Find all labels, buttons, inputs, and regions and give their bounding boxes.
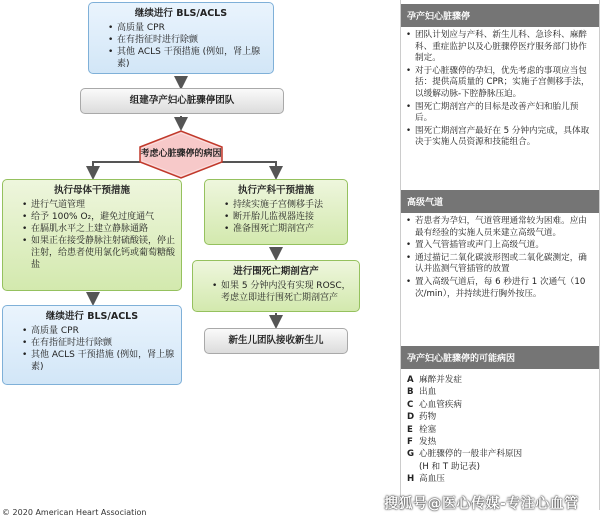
continue-bls-acls-title: 继续进行 BLS/ACLS [134,8,228,19]
cause-letter: C [407,399,414,410]
list-item: • 团队计划应与产科、新生儿科、急诊科、麻醉科、重症监护以及心脏骤停医疗服务部门协作制定。 [415,30,593,65]
panel-heading-maternal-arrest: 孕产妇心脏骤停 [401,4,599,27]
cause-row [407,386,593,398]
cesarean-box [192,260,360,312]
maternal-interventions-list [21,199,175,271]
list-item: • 高质量 CPR [31,325,175,337]
obstetric-interventions-list [223,199,341,235]
list-item: • 如果正在接受静脉注射硫酸镁，停止注射，给患者使用氯化钙或葡萄糖酸盐 [31,235,175,271]
panel-heading-advanced-airway: 高级气道 [401,190,599,213]
list-item: • 持续实施子宫侧移手法 [233,199,341,211]
cause-row [407,448,593,460]
arrow-decision-to-maternal [93,162,140,176]
cause-letter: F [407,437,413,448]
assemble-team-label: 组建孕产妇心脏骤停团队 [129,95,235,106]
continue-bls-acls-box [88,2,274,74]
assemble-team-box [80,88,284,114]
cause-text: 心血管疾病 [419,399,462,410]
list-item: • 断开胎儿监视器连接 [233,211,341,223]
cesarean-list [211,280,353,304]
list-item: • 若患者为孕妇，气道管理通常较为困难。应由最有经验的实施人员来建立高级气道。 [415,216,593,239]
cause-letter: D [407,412,415,423]
cause-letter: E [407,424,413,435]
cause-row [407,374,593,386]
arrow-decision-to-obstetric [222,162,276,176]
cause-text: 药物 [419,412,437,423]
continue-bls-acls-title-2: 继续进行 BLS/ACLS [45,311,139,322]
panel-section-maternal-arrest [401,26,599,154]
cause-row [407,461,593,473]
cause-row [407,399,593,411]
cause-letter: A [407,375,414,385]
list-item: • 在膈肌水平之上建立静脉通路 [31,223,175,235]
panel-section-advanced-airway [401,212,599,305]
cause-text: (H 和 T 助记表) [419,461,480,472]
watermark: 搜狐号@医心传媒-专注心血管 [384,496,579,512]
cause-text: 出血 [419,387,437,398]
list-item: • 准备围死亡期剖宫产 [233,223,341,235]
newborn-team-label: 新生儿团队接收新生儿 [228,335,324,346]
maternal-interventions-title: 执行母体干预措施 [53,185,130,196]
cause-letter: B [407,387,414,398]
cause-letter: H [407,474,415,485]
continue-bls-acls-list-2 [21,325,175,373]
list-item: • 通过描记二氧化碳波形图或二氧化碳测定，确认并监测气管插管的放置 [415,253,593,276]
cause-text: 栓塞 [419,424,437,435]
cause-text: 高血压 [419,474,445,485]
cause-row [407,424,593,436]
panel-heading-causes: 孕产妇心脏骤停的可能病因 [401,346,599,369]
continue-bls-acls-box-2 [2,305,182,385]
list-item: • 对于心脏骤停的孕妇，优先考虑的事项应当包括：提供高质量的 CPR；实施子宫侧移手法，以缓解动脉-下腔静脉压迫。 [415,66,593,101]
list-item: • 在有指征时进行除颤 [31,337,175,349]
continue-bls-acls-list [107,22,267,70]
panel-section-causes [401,370,599,486]
list-item: • 其他 ACLS 干预措施 (例如，肾上腺素) [117,46,267,70]
cesarean-title: 进行围死亡期剖宫产 [233,266,319,277]
cause-row [407,411,593,423]
cause-text: 发热 [419,437,437,448]
obstetric-interventions-title: 执行产科干预措施 [237,185,314,196]
cause-row [407,436,593,448]
list-item: • 高质量 CPR [117,22,267,34]
list-item: • 置入高级气道后，每 6 秒进行 1 次通气（10 次/min），并持续进行胸外按压。 [415,277,593,300]
cause-letter: G [407,449,415,460]
copyright-notice: © 2020 American Heart Association [2,508,147,517]
cause-row [407,473,593,485]
cause-text: 心脏骤停的一般非产科原因 [419,449,523,460]
list-item: • 置入气管插管或声门上高级气道。 [415,240,593,252]
list-item: • 进行气道管理 [31,199,175,211]
info-panel [400,0,600,510]
list-item: • 围死亡期剖宫产的目标是改善产妇和胎儿预后。 [415,102,593,125]
cause-text: 麻醉并发症 [419,375,462,385]
list-item: • 给予 100% O₂，避免过度通气 [31,211,175,223]
obstetric-interventions-box [204,179,348,245]
newborn-team-box [204,328,348,354]
list-item: • 在有指征时进行除颤 [117,34,267,46]
maternal-interventions-box [2,179,182,291]
list-item: • 如果 5 分钟内没有实现 ROSC，考虑立即进行围死亡期剖宫产 [221,280,353,304]
list-item: • 其他 ACLS 干预措施 (例如，肾上腺素) [31,349,175,373]
list-item: • 围死亡期剖宫产最好在 5 分钟内完成，具体取决于实施人员资源和技能组合。 [415,126,593,149]
decision-label: 考虑心脏骤停的病因 [140,149,222,159]
